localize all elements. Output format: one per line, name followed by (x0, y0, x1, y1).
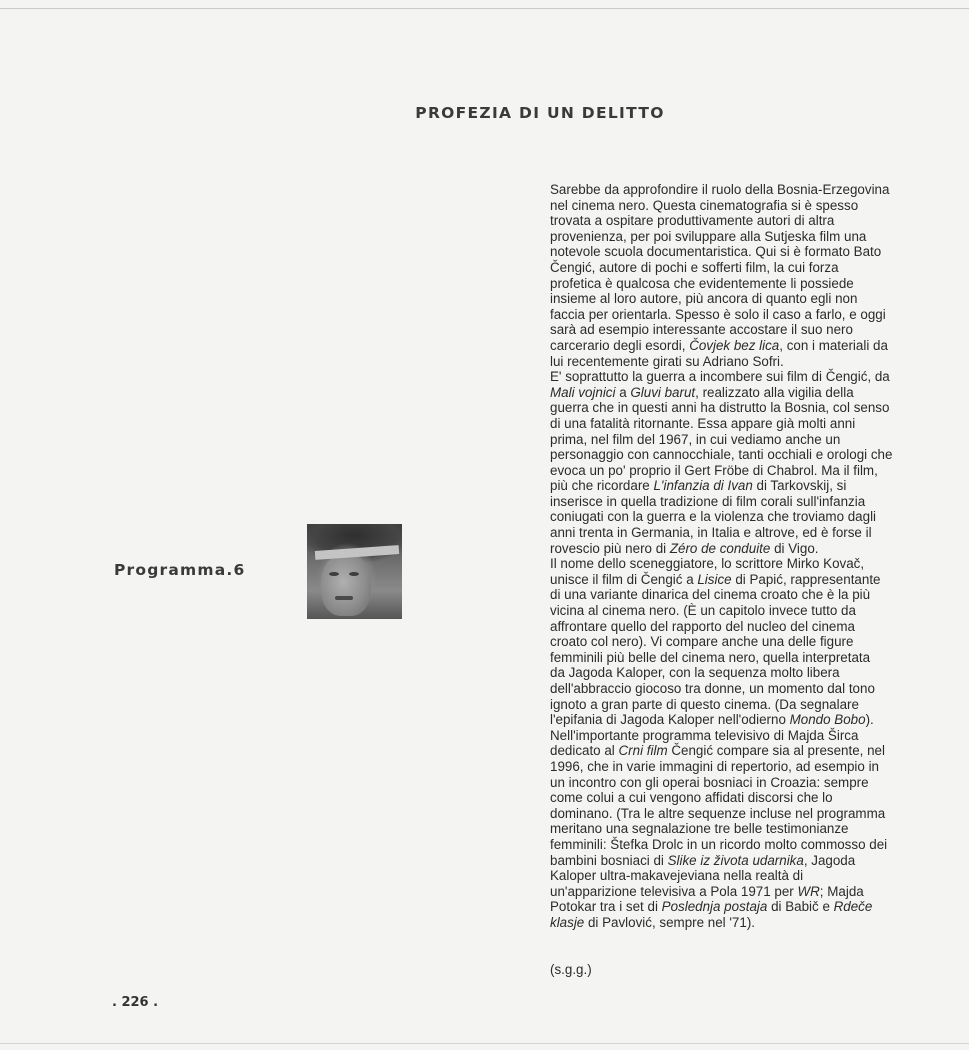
body-line (550, 681, 900, 697)
body-line (550, 276, 900, 292)
body-line (550, 182, 900, 198)
body-line (550, 416, 900, 432)
body-text-run: faccia per orientarla. Spesso è solo il caso a farlo, e oggi (550, 306, 886, 322)
italic-title: Poslednja postaja (661, 899, 768, 915)
body-text-run: un'apparizione televisiva a Pola 1971 per (550, 883, 798, 899)
body-line (550, 556, 900, 572)
body-line (550, 260, 900, 276)
body-text-run: affrontare quello del rapporto del nucleo del cinema (550, 618, 855, 634)
program-label: Programma.6 (114, 561, 246, 579)
body-line (550, 790, 900, 806)
body-line (550, 806, 900, 822)
body-text-run: carcerario degli esordi, (550, 337, 690, 353)
body-text-run: provenienza, per poi sviluppare alla Sutjeska film una (550, 228, 867, 244)
body-line (550, 400, 900, 416)
body-text-run: l'epifania di Jagoda Kaloper nell'odierno (550, 712, 790, 728)
body-line (550, 525, 900, 541)
body-text-run: di Papić, rappresentante (731, 571, 881, 587)
body-line (550, 634, 900, 650)
photo-eye-right (349, 572, 359, 576)
body-line (550, 868, 900, 884)
body-text-run: profetica è qualcosa che evidentemente li possiede (550, 275, 854, 291)
body-text-run: evoca un po' proprio il Gert Fröbe di Chabrol. Ma il film, (550, 462, 878, 478)
body-line (550, 821, 900, 837)
body-text-run: Nell'importante programma televisivo di Majda Širca (550, 727, 859, 743)
italic-title: klasje (550, 914, 585, 930)
body-line (550, 354, 900, 370)
body-text-run: coniugati con la guerra e la violenza che troviamo dagli (550, 509, 877, 525)
body-text-run: bambini bosniaci di (550, 852, 668, 868)
body-text-run: da Jagoda Kaloper, con la sequenza molto libera (550, 665, 840, 681)
body-line (550, 915, 900, 931)
body-text-run: trovata a ospitare produttivamente autori di altra (550, 213, 835, 229)
body-line (550, 603, 900, 619)
body-line (550, 432, 900, 448)
italic-title: Mondo Bobo (789, 712, 866, 728)
page-number: . 226 . (112, 995, 159, 1010)
photo-face (321, 554, 371, 616)
body-text-run: Potokar tra i set di (550, 899, 662, 915)
body-line (550, 322, 900, 338)
author-signature: (s.g.g.) (550, 962, 592, 977)
body-line (550, 853, 900, 869)
body-text-run: unisce il film di Čengić a (550, 571, 698, 587)
italic-title: Rdeče (833, 899, 873, 915)
body-line (550, 619, 900, 635)
article-body (550, 182, 900, 931)
body-text-run: guerra che in questi anni ha distrutto la Bosnia, col senso (550, 400, 890, 416)
body-line (550, 884, 900, 900)
body-text-run: di una fatalità ritornante. Essa appare già molti anni (550, 415, 856, 431)
body-line (550, 478, 900, 494)
body-text-run: di Babič e (767, 899, 834, 915)
body-text-run: di una variante dinarica del cinema croato che è la più (550, 587, 871, 603)
body-text-run: ; Majda (819, 883, 864, 899)
body-text-run: 1996, che in varie immagini di repertorio, ad esempio in (550, 758, 879, 774)
body-line (550, 447, 900, 463)
body-text-run: prima, nel film del 1967, in cui vediamo anche un (550, 431, 841, 447)
body-line (550, 213, 900, 229)
body-text-run: , realizzato alla vigilia della (695, 384, 854, 400)
body-line (550, 572, 900, 588)
body-line (550, 775, 900, 791)
body-line (550, 541, 900, 557)
italic-title: Gluvi barut (630, 384, 696, 400)
body-line (550, 728, 900, 744)
body-line (550, 338, 900, 354)
body-line (550, 369, 900, 385)
body-text-run: rovescio più nero di (550, 540, 670, 556)
body-text-run: Čengić, autore di pochi e sofferti film, la cui forza (550, 259, 839, 275)
body-text-run: Čengić compare sia al presente, nel (667, 743, 885, 759)
body-text-run: vicina al cinema nero. (È un capitolo invece tutto da (550, 603, 856, 619)
body-line (550, 665, 900, 681)
body-text-run: come colui a cui vengono affidati discorsi che lo (550, 790, 833, 806)
body-line (550, 712, 900, 728)
italic-title: Crni film (618, 743, 668, 759)
body-text-run: dell'abbraccio giocoso tra donne, un momento dal tono (550, 681, 875, 696)
body-text-run: dominano. (Tra le altre sequenze incluse nel programma (550, 805, 886, 821)
body-text-run: Kaloper ultra-makavejeviana nella realtà di (550, 868, 804, 884)
body-text-run: Sarebbe da approfondire il ruolo della Bosnia-Erzegovina (550, 182, 890, 197)
body-line (550, 307, 900, 323)
body-text-run: ). (865, 712, 874, 728)
body-line (550, 494, 900, 510)
body-text-run: più che ricordare (550, 478, 654, 494)
body-line (550, 759, 900, 775)
body-line (550, 697, 900, 713)
body-line (550, 244, 900, 260)
body-line (550, 463, 900, 479)
body-text-run: , con i materiali da (779, 337, 888, 353)
body-line (550, 743, 900, 759)
body-text-run: anni trenta in Germania, in Italia e altrove, ed è forse il (550, 525, 872, 541)
body-text-run: sarà ad esempio interessante accostare il suo nero (550, 322, 853, 338)
portrait-photo (307, 524, 402, 619)
body-text-run: croato col nero). Vi compare anche una delle figure (550, 634, 854, 650)
page-title: PROFEZIA DI UN DELITTO (415, 104, 665, 122)
body-line (550, 385, 900, 401)
photo-eye-left (329, 572, 339, 576)
body-line (550, 229, 900, 245)
bottom-rule (0, 1043, 969, 1044)
body-text-run: femminili più belle del cinema nero, quella interpretata (550, 649, 871, 665)
body-text-run: ignoto a gran parte di questo cinema. (Da segnalare (550, 696, 859, 712)
photo-mouth (335, 596, 353, 600)
body-text-run: di Vigo. (770, 540, 819, 556)
italic-title: Čovjek bez lica (689, 337, 780, 353)
body-text-run: un incontro con gli operai bosniaci in Croazia: sempre (550, 774, 869, 790)
body-text-run: dedicato al (550, 743, 619, 759)
body-text-run: notevole scuola documentaristica. Qui si è formato Bato (550, 244, 882, 260)
body-text-run: E' soprattutto la guerra a incombere sui film di Čengić, da (550, 369, 890, 385)
body-text-run: inserisce in quella tradizione di film corali sull'infanzia (550, 493, 866, 509)
body-text-run: insieme al loro autore, più ancora di quanto egli non (550, 291, 858, 307)
body-line (550, 291, 900, 307)
body-line (550, 509, 900, 525)
italic-title: Lisice (697, 571, 732, 587)
italic-title: Slike iz života udarnika (667, 852, 804, 868)
italic-title: WR (797, 883, 820, 899)
body-text-run: a (615, 384, 631, 400)
body-line (550, 198, 900, 214)
body-text-run: di Pavlović, sempre nel '71). (584, 914, 756, 930)
body-line (550, 899, 900, 915)
body-text-run: meritano una segnalazione tre belle testimonianze (550, 821, 849, 837)
body-line (550, 837, 900, 853)
body-line (550, 650, 900, 666)
italic-title: L'infanzia di Ivan (653, 478, 753, 494)
body-text-run: di Tarkovskij, si (752, 478, 847, 494)
body-text-run: nel cinema nero. Questa cinematografia si è spesso (550, 197, 859, 213)
top-rule (0, 8, 969, 9)
body-line (550, 587, 900, 603)
italic-title: Zéro de conduite (669, 540, 771, 556)
body-text-run: lui recentemente girati su Adriano Sofri. (550, 353, 784, 369)
body-text-run: Il nome dello sceneggiatore, lo scrittore Mirko Kovač, (550, 556, 865, 572)
body-text-run: femminili: Štefka Drolc in un ricordo molto commosso dei (550, 836, 888, 852)
body-text-run: personaggio con cannocchiale, tanti occhiali e orologi che (550, 447, 893, 463)
body-text-run: , Jagoda (803, 852, 856, 868)
italic-title: Mali vojnici (550, 384, 616, 400)
